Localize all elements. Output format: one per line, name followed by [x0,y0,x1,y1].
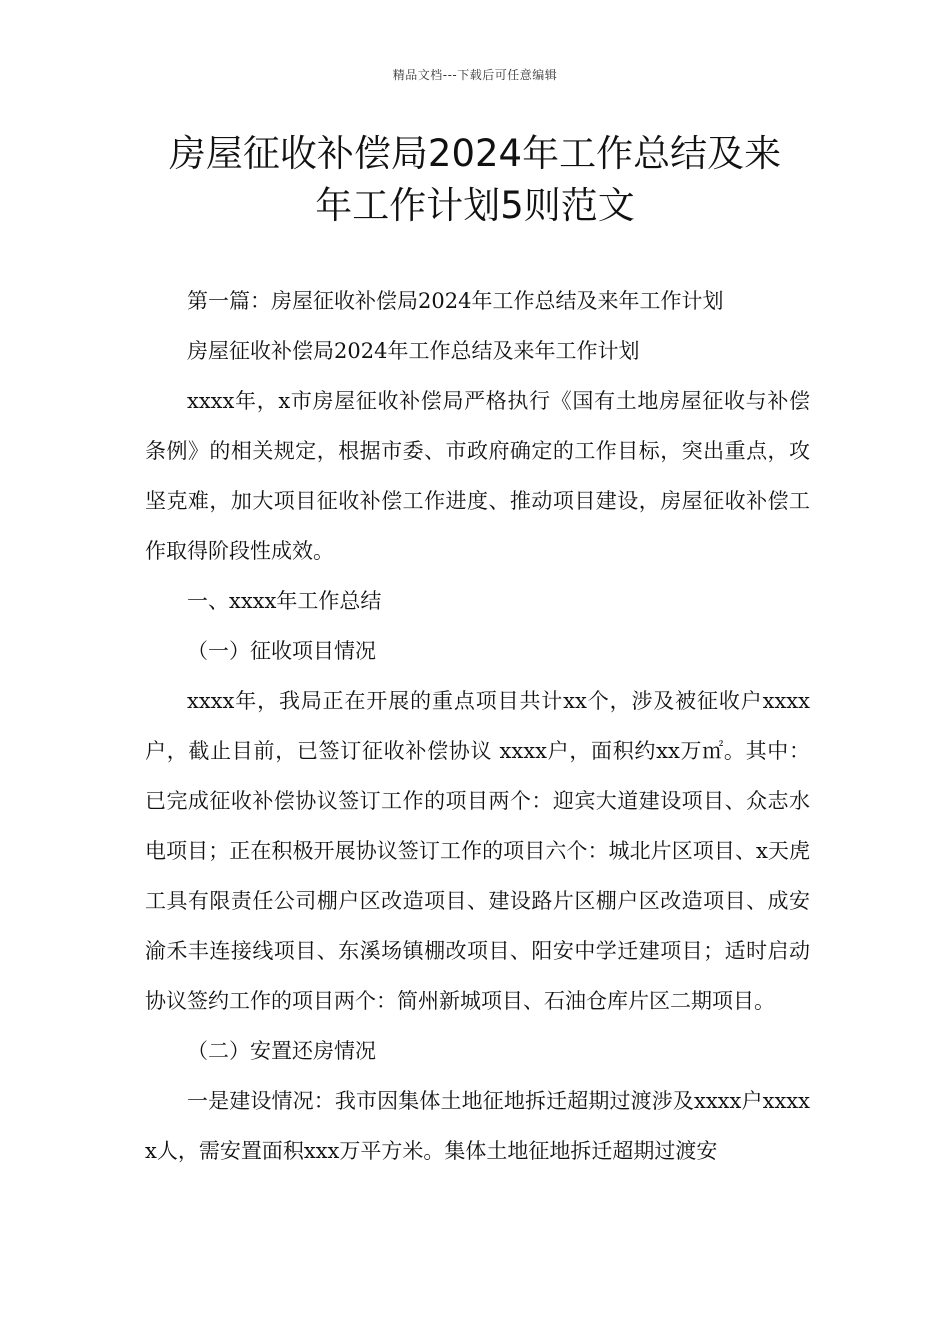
title-line-2: 年工作计划5则范文 [315,184,635,227]
section-heading-part-one: 第一篇：房屋征收补偿局2024年工作总结及来年工作计划 [187,289,724,313]
document-title [120,128,830,232]
intro-paragraph: xxxx年，x市房屋征收补偿局严格执行《国有土地房屋征收与补偿条例》的相关规定，根据市委、市政府确定的工作目标，突出重点，攻坚克难，加大项目征收补偿工作进度、推动项目建设，房屋征收补偿工作取得阶段性成效。 [145,389,810,563]
subsection-heading-projects: （一）征收项目情况 [187,639,376,663]
projects-paragraph: xxxx年，我局正在开展的重点项目共计xx个，涉及被征收户xxxx户，截止目前，已签订征收补偿协议 xxxx户，面积约xx万㎡。其中：已完成征收补偿协议签订工作的项目两个：迎宾大道建设项目、众志水电项目；正在积极开展协议签订工作的项目六个：城北片区项目、x天虎工具有限责任公司棚户区改造项目、建设路片区棚户区改造项目、成安渝禾丰连接线项目、东溪场镇棚改项目、阳安中学迁建项目；适时启动协议签约工作的项目两个：简州新城项目、石油仓库片区二期项目。 [145,689,810,1013]
section-heading-summary: 一、xxxx年工作总结 [187,589,382,613]
header-note: 精品文档---下载后可任意编辑 [392,68,558,82]
subsection-heading-resettlement: （二）安置还房情况 [187,1039,376,1063]
title-line-1: 房屋征收补偿局2024年工作总结及来 [168,132,782,175]
subtitle-paragraph: 房屋征收补偿局2024年工作总结及来年工作计划 [187,339,640,363]
construction-paragraph: 一是建设情况：我市因集体土地征地拆迁超期过渡涉及xxxx户xxxxx人，需安置面积xxx万平方米。集体土地征地拆迁超期过渡安 [145,1089,810,1163]
document-body [145,276,810,1176]
